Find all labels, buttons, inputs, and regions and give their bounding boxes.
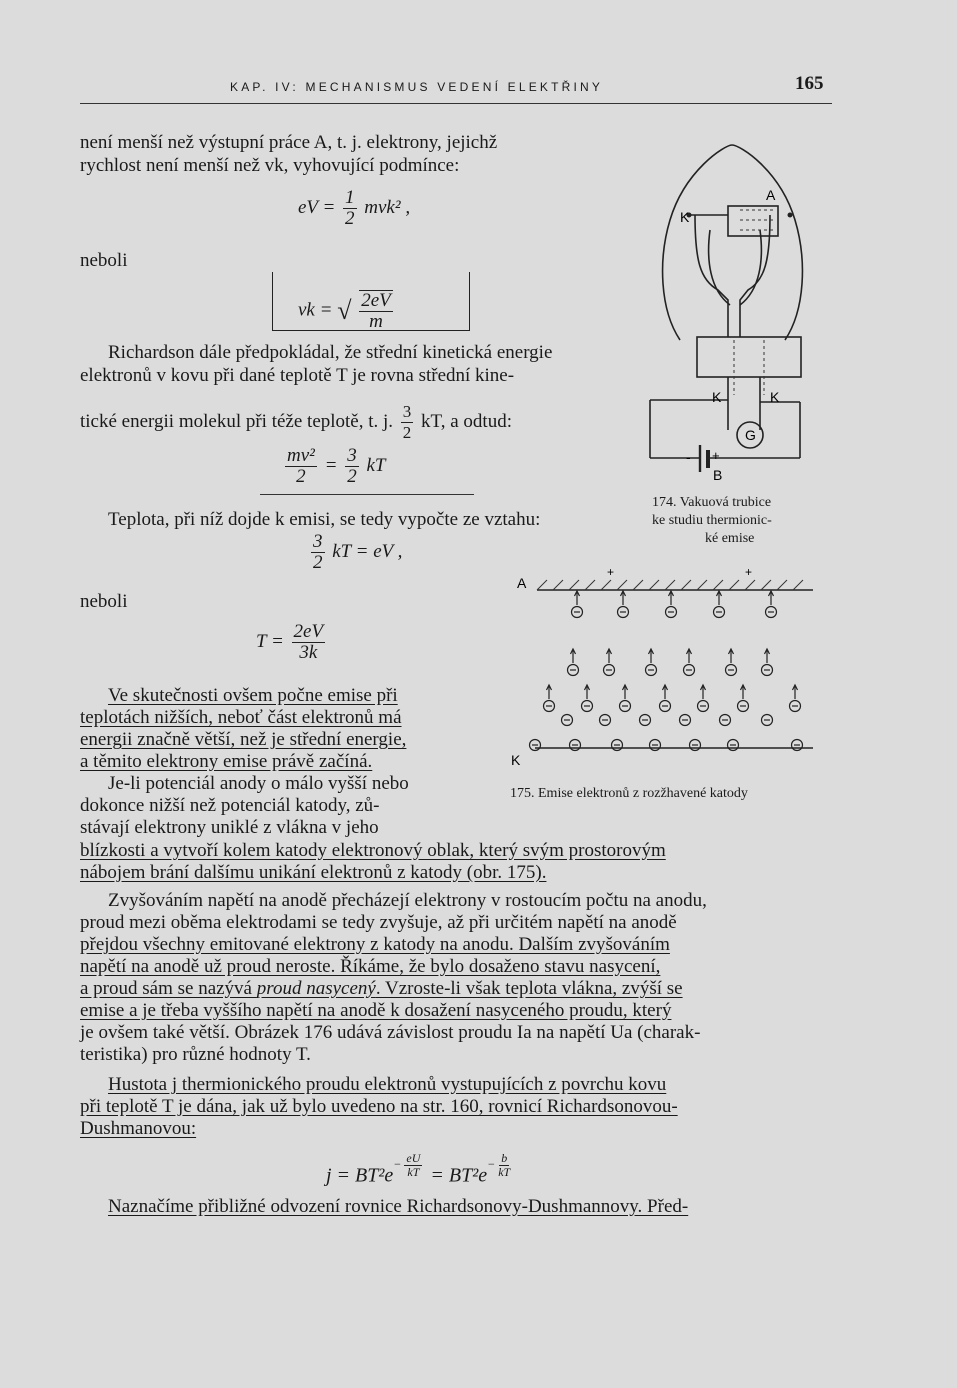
p5-line-2: při teplotě T je dána, jak už bylo uvedeno na str. 160, rovnicí Richardsonovou- <box>80 1096 678 1117</box>
p3-line-5: nábojem brání dalšímu unikání elektronů z katody (obr. 175). <box>80 862 547 883</box>
fig175-plus-2: + <box>745 565 753 579</box>
p4-line-5a: a proud sám se nazývá <box>80 978 257 999</box>
sqrt-sign-icon: √ <box>337 296 352 325</box>
eq2-num: 2eV <box>361 290 391 311</box>
equation-rule <box>260 494 474 495</box>
text-line-5-start: tické energii molekul při téže teplotě, t. j. <box>80 410 394 432</box>
eq3-right: kT <box>366 454 386 476</box>
p4-line-7: je ovšem také větší. Obrázek 176 udává závislost proudu Ia na napětí Ua (charak- <box>80 1022 701 1043</box>
p4-line-5 <box>80 978 683 1000</box>
eq1-num: 1 <box>345 187 355 208</box>
p3-line-3: stávají elektrony uniklé z vlákna v jeho <box>80 817 379 838</box>
text-line-3: Richardson dále předpokládal, že střední kinetická energie <box>108 342 553 363</box>
tube-base <box>697 337 801 377</box>
eq1-fraction <box>343 188 357 229</box>
p2-line-3: energii značně větší, než je střední energie, <box>80 729 407 750</box>
l5-num: 3 <box>402 402 412 421</box>
eq3-fraction1 <box>285 446 317 487</box>
inner-stem-left <box>709 230 730 305</box>
anode-hatch <box>537 580 803 590</box>
eq6-left: j = BT²e <box>326 1164 394 1187</box>
fig174-caption-line-2: ke studiu thermionic- <box>652 513 772 528</box>
figure-175-electron-emission <box>505 560 825 775</box>
electron-cloud <box>530 591 803 751</box>
p5-line-1: Hustota j thermionického proudu elektronů vystupujících z povrchu kovu <box>108 1074 667 1095</box>
label-g: G <box>745 427 756 443</box>
p4-line-5c: . Vzroste-li však teplota vlákna, zvýší se <box>375 978 683 999</box>
text-line-5-tail: kT, a odtud: <box>421 410 512 432</box>
eq1-den: 2 <box>345 208 355 229</box>
fig175-label-k: K <box>511 752 521 768</box>
eq5-left: T = <box>256 630 284 652</box>
eq3-num: mv² <box>287 445 315 466</box>
equation-t <box>256 622 328 663</box>
eq4-den: 2 <box>313 552 323 573</box>
eq3-den2: 2 <box>347 466 357 487</box>
running-title: KAP. IV: MECHANISMUS VEDENÍ ELEKTŘINY <box>230 80 604 94</box>
p4-line-6: emise a je třeba vyššího napětí na anodě k dosažení nasyceného proudu, který <box>80 1000 672 1021</box>
eq1-left: eV = <box>298 196 336 218</box>
eq2-den: m <box>369 311 383 332</box>
fig174-caption-line-3: ké emise <box>705 531 755 546</box>
eq6-exp1-num: eU <box>406 1151 421 1165</box>
label-k-right: K <box>770 389 780 405</box>
fig175-caption: 175. Emise elektronů z rozžhavené katody <box>510 786 748 801</box>
eq4-fraction <box>311 532 325 573</box>
term-proud-nasyceny: proud nasycený <box>256 978 376 999</box>
eq5-fraction <box>292 622 326 663</box>
p4-line-4: napětí na anodě už proud neroste. Říkáme, že bylo dosaženo stavu nasycení, <box>80 956 661 977</box>
p2-line-4: a těmito elektrony emise právě začíná. <box>80 751 373 772</box>
p4-line-8: teristika) pro různé hodnoty T. <box>80 1044 311 1065</box>
equation-richardson <box>326 1152 513 1187</box>
p4-line-1: Zvyšováním napětí na anodě přecházejí elektrony v rostoucím počtu na anodu, <box>108 890 707 911</box>
eq2-fraction <box>359 290 393 332</box>
eq6-exp2-num: b <box>501 1151 508 1165</box>
text-line-2: rychlost není menší než vk, vyhovující podmínce: <box>80 155 460 176</box>
p2-line-2: teplotách nižších, neboť část elektronů má <box>80 707 402 728</box>
fig175-label-a: A <box>517 575 527 591</box>
right-filament-lead <box>740 215 770 337</box>
eq6-mid: = BT²e <box>430 1164 488 1187</box>
equation-kt <box>308 532 402 573</box>
label-a: A <box>766 187 776 203</box>
text-line-1: není menší než výstupní práce A, t. j. elektrony, jejichž <box>80 132 498 153</box>
eq2-left: vk = <box>298 299 333 321</box>
text-line-4: elektronů v kovu při dané teplotě T je rovna střední kine- <box>80 365 515 386</box>
equation-mv2 <box>282 446 385 487</box>
header-rule <box>80 103 832 104</box>
label-minus: - <box>686 449 691 465</box>
l5-fraction <box>401 402 414 443</box>
p3-line-4: blízkosti a vytvoří kolem katody elektronový oblak, který svým prostorovým <box>80 840 666 861</box>
equation-vk <box>298 290 396 332</box>
eq3-equals: = <box>324 454 338 476</box>
eq4-num: 3 <box>313 531 323 552</box>
eq4-right: kT = eV , <box>332 540 403 562</box>
eq1-right: mvk² , <box>364 196 411 218</box>
fig174-caption-line-1: 174. Vakuová trubice <box>652 495 772 510</box>
page-number: 165 <box>795 73 824 94</box>
eq6-exp1: − eU kT <box>393 1151 421 1179</box>
p3-line-2: dokonce nižší než potenciál katody, zů- <box>80 795 380 816</box>
eq6-exp2-den: kT <box>498 1165 511 1179</box>
p4-line-2: proud mezi oběma elektrodami se tedy zvyšuje, až při určitém napětí na anodě <box>80 912 677 933</box>
last-line: Naznačíme přibližné odvození rovnice Richardsonovy-Dushmannovy. Před- <box>108 1196 689 1217</box>
eq5-num: 2eV <box>293 621 324 642</box>
neboli-1: neboli <box>80 250 128 271</box>
label-k-left: K <box>712 389 722 405</box>
label-k-top: K <box>680 209 690 225</box>
inner-stem-right <box>740 230 761 305</box>
fig175-plus-1: + <box>607 565 615 579</box>
equation-ev <box>298 188 410 229</box>
eq3-num2: 3 <box>347 445 357 466</box>
eq3-fraction2 <box>345 446 359 487</box>
eq6-exp2: − b kT <box>487 1151 511 1179</box>
figure-174-vacuum-tube <box>640 140 820 490</box>
eq3-den: 2 <box>296 466 306 487</box>
l5-den: 2 <box>402 423 412 442</box>
eq5-den: 3k <box>299 642 318 663</box>
p3-line-1: Je-li potenciál anody o málo vyšší nebo <box>108 773 409 794</box>
label-b: B <box>713 467 723 483</box>
p4-line-3: přejdou všechny emitované elektrony z katody na anodu. Dalším zvyšováním <box>80 934 670 955</box>
label-plus: + <box>712 448 720 463</box>
text-line-6: Teplota, při níž dojde k emisi, se tedy vypočte ze vztahu: <box>108 509 541 530</box>
p5-line-3: Dushmanovou: <box>80 1118 197 1139</box>
text-line-5 <box>80 402 512 443</box>
neboli-2: neboli <box>80 591 128 612</box>
p2-line-1: Ve skutečnosti ovšem počne emise při <box>108 685 398 706</box>
tube-bulb <box>663 145 803 340</box>
eq6-exp1-den: kT <box>407 1165 420 1179</box>
